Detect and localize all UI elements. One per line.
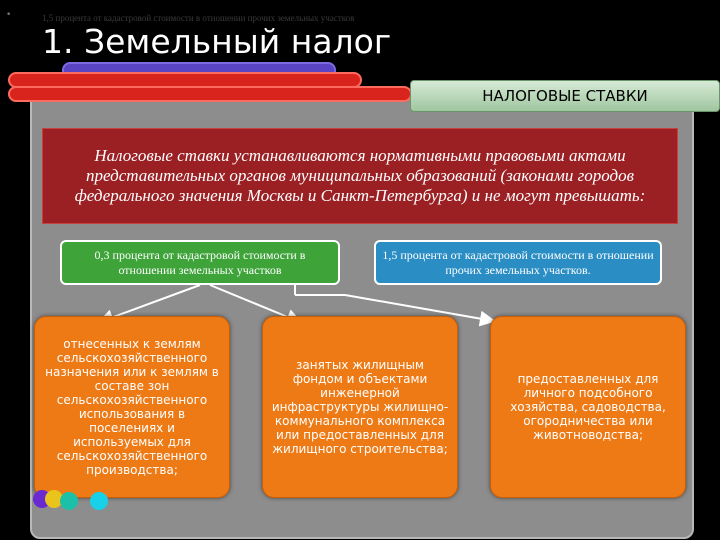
arrow-left: [105, 285, 200, 320]
category-agricultural: отнесенных к землям сельскохозяйственного назначения или к землям в составе зон сельскохозяйственного использования в поселениях и используемых для сельскохозяйственного производства;: [34, 316, 230, 498]
bullet-mark: •: [6, 10, 12, 20]
rate-box-0-3: 0,3 процента от кадастровой стоимости в отношении земельных участков: [60, 240, 340, 285]
decor-dot-teal: [60, 492, 78, 510]
category-personal-farming: предоставленных для личного подсобного хозяйства, садоводства, огородничества или животноводства;: [490, 316, 686, 498]
slide-title: 1. Земельный налог: [42, 22, 392, 61]
category-housing: занятых жилищным фондом и объектами инженерной инфраструктуры жилищно-коммунального комплекса или предоставленных для жилищного строительства;: [262, 316, 458, 498]
faded-header-text: 1,5 процента от кадастровой стоимости в отношении прочих земельных участков: [42, 13, 355, 23]
intro-box: Налоговые ставки устанавливаются нормативными правовыми актами представительных органов муниципальных образований (законами городов федерального значения Москвы и Санкт-Петербурга) и не могут превышать:: [42, 128, 678, 224]
decor-dot-cyan: [90, 492, 108, 510]
arrow-middle: [210, 285, 295, 320]
tax-rates-tab: НАЛОГОВЫЕ СТАВКИ: [410, 80, 720, 112]
rate-box-1-5: 1,5 процента от кадастровой стоимости в отношении прочих земельных участков.: [374, 240, 662, 285]
